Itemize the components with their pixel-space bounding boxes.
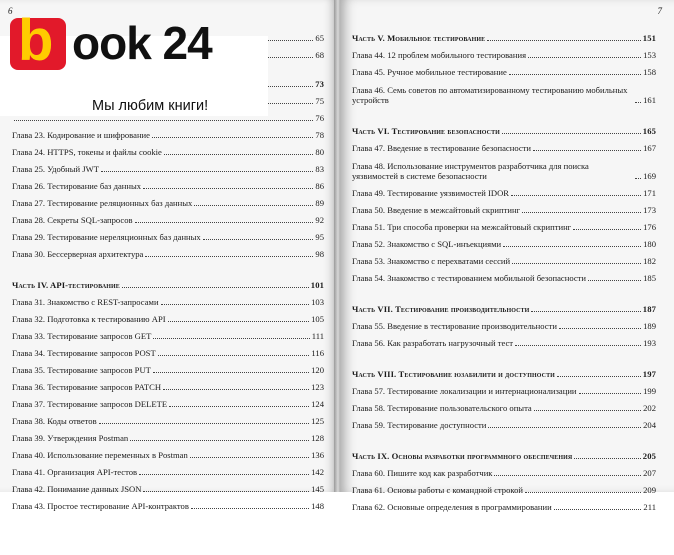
book-icon [10,8,66,73]
toc-chapter-row [12,290,324,307]
toc-chapter-row [352,495,656,512]
toc-chapter-row [12,324,324,341]
toc-chapter-row [352,153,656,181]
toc-chapter-row [352,60,656,77]
toc-entry-page: 136 [311,450,324,460]
toc-entry-page: 86 [315,181,324,191]
toc-entry-page: 89 [315,198,324,208]
toc-entry-page: 189 [643,321,656,331]
toc-chapter-row [352,478,656,495]
toc-leader-dots [143,491,309,492]
toc-part-row [12,273,324,290]
toc-leader-dots [130,440,309,441]
toc-leader-dots [515,345,641,346]
toc-entry-page: 204 [643,420,656,430]
toc-row-partial: 76 [12,106,324,123]
toc-leader-dots [635,102,641,103]
right-page [340,0,674,512]
toc-leader-dots [163,389,309,390]
toc-chapter-row [352,379,656,396]
toc-entry-page: 101 [310,280,324,290]
toc-leader-dots [522,212,641,213]
toc-chapter-row [12,358,324,375]
toc-entry-title: Глава 50. Введение в межсайтовый скриптинг [352,205,521,215]
toc-entry-title: Глава 61. Основы работы с командной строкой [352,485,524,495]
toc-entry-page: 185 [643,273,656,283]
toc-entry-title: Глава 36. Тестирование запросов PATCH [12,382,162,392]
right-toc [340,26,674,512]
toc-entry-page: 124 [311,399,324,409]
toc-entry-title: Глава 57. Тестирование локализации и интернационализации [352,386,577,396]
toc-entry-title: Глава 28. Секреты SQL-запросов [12,215,133,225]
toc-leader-dots [635,178,641,179]
toc-entry-page: 103 [311,297,324,307]
toc-chapter-row [12,477,324,494]
toc-entry-title: Глава 39. Утверждения Postman [12,433,129,443]
toc-chapter-row [12,174,324,191]
toc-leader-dots [153,372,309,373]
toc-leader-dots [512,263,641,264]
toc-entry-page: 176 [643,222,656,232]
toc-entry-page: 158 [643,67,656,77]
toc-chapter-row [352,314,656,331]
toc-entry-page: 95 [315,232,324,242]
toc-leader-dots [168,321,310,322]
toc-entry-page: 151 [642,33,656,43]
toc-leader-dots [169,406,309,407]
toc-part-row [352,297,656,314]
toc-leader-dots [164,154,314,155]
toc-entry-page: 171 [643,188,656,198]
toc-part-row [352,444,656,461]
toc-chapter-row [12,242,324,259]
toc-leader-dots [511,195,641,196]
logo-brand: ook 24 [72,17,212,69]
toc-entry-page: 211 [643,502,656,512]
toc-entry-page: 142 [311,467,324,477]
toc-entry-title: Глава 34. Тестирование запросов POST [12,348,156,358]
toc-chapter-row [352,43,656,60]
toc-chapter-row [12,494,324,511]
toc-entry-page: 83 [315,164,324,174]
toc-entry-page: 120 [311,365,324,375]
toc-entry-title: Глава 40. Использование переменных в Postman [12,450,188,460]
toc-leader-dots [573,229,641,230]
toc-entry-page: 173 [643,205,656,215]
toc-entry-title: Глава 30. Бессерверная архитектура [12,249,144,259]
toc-leader-dots [153,338,309,339]
toc-entry-page: 187 [642,304,656,314]
toc-leader-dots [101,171,313,172]
toc-entry-title: Глава 52. Знакомство с SQL-инъекциями [352,239,502,249]
toc-chapter-row [12,460,324,477]
toc-entry-page: 180 [643,239,656,249]
toc-leader-dots [190,457,309,458]
toc-chapter-row [12,208,324,225]
toc-chapter-row [352,396,656,413]
toc-part-row [352,26,656,43]
toc-entry-page: 197 [642,369,656,379]
toc-entry-title: Часть VII. Тестирование производительности [352,304,530,314]
toc-entry-title: Глава 45. Ручное мобильное тестирование [352,67,507,77]
toc-entry-page: 193 [643,338,656,348]
toc-entry-title: Глава 35. Тестирование запросов PUT [12,365,151,375]
toc-chapter-row [352,266,656,283]
toc-chapter-row [352,136,656,153]
toc-leader-dots [525,492,641,493]
toc-entry-title: Глава 46. Семь советов по автоматизированному тестированию мобильных устройств [352,85,628,105]
toc-leader-dots [557,376,641,377]
toc-chapter-row [12,409,324,426]
toc-leader-dots [534,410,641,411]
toc-entry-page: 145 [311,484,324,494]
toc-chapter-row [12,307,324,324]
toc-entry-title: Часть IV. API-тестирование [12,280,120,290]
toc-chapter-row [12,392,324,409]
toc-entry-title: Глава 44. 12 проблем мобильного тестирования [352,50,527,60]
toc-entry-page: 125 [311,416,324,426]
left-page-number: 6 [8,6,13,16]
toc-entry-title: Глава 31. Знакомство с REST-запросами [12,297,159,307]
toc-chapter-row [12,426,324,443]
toc-chapter-row [352,461,656,478]
toc-leader-dots [579,393,642,394]
toc-chapter-row [352,413,656,430]
toc-chapter-row [12,443,324,460]
toc-entry-page: 105 [311,314,324,324]
toc-entry-page: 167 [643,143,656,153]
toc-entry-title: Глава 43. Простое тестирование API-контрактов [12,501,189,511]
toc-chapter-row [352,249,656,266]
toc-row-partial: 65 [12,26,324,43]
toc-entry-page: 165 [642,126,656,136]
logo-slogan: Мы любим книги! [92,98,209,114]
toc-entry-page: 199 [643,386,656,396]
toc-entry-page: 202 [643,403,656,413]
toc-leader-dots [122,287,309,288]
toc-entry-page: 207 [643,468,656,478]
toc-chapter-row [352,215,656,232]
toc-leader-dots [554,509,642,510]
toc-chapter-row [352,232,656,249]
toc-entry-title: Часть IX. Основы разработки программного обеспечения [352,451,573,461]
toc-entry-page: 78 [315,130,324,140]
toc-entry-title: Часть VIII. Тестирование юзабилити и доступности [352,369,555,379]
toc-leader-dots [203,239,314,240]
toc-leader-dots [588,280,641,281]
toc-entry-title: Часть VI. Тестирование безопасности [352,126,500,136]
toc-leader-dots [559,328,641,329]
toc-leader-dots [502,133,641,134]
toc-leader-dots [152,137,313,138]
book24-logo [0,8,216,114]
toc-chapter-row [352,331,656,348]
toc-chapter-row [352,77,656,105]
toc-entry-page: 80 [315,147,324,157]
toc-chapter-row [12,225,324,242]
toc-entry-title: Глава 27. Тестирование реляционных баз данных [12,198,193,208]
toc-entry-title: Глава 60. Пишите код как разработчик [352,468,493,478]
toc-leader-dots [509,74,641,75]
toc-entry-title: Глава 24. HTTPS, токены и файлы cookie [12,147,162,157]
toc-entry-page: 169 [643,171,656,181]
toc-leader-dots [503,246,641,247]
toc-entry-page: 205 [642,451,656,461]
toc-chapter-row [12,375,324,392]
toc-entry-title: Глава 29. Тестирование нереляционных баз данных [12,232,201,242]
toc-chapter-row [12,123,324,140]
toc-entry-title: Глава 55. Введение в тестирование производительности [352,321,557,331]
toc-row-partial: 75 [12,89,324,106]
toc-leader-dots [158,355,310,356]
toc-chapter-row [12,140,324,157]
toc-entry-page: 161 [643,95,656,105]
toc-leader-dots [488,427,641,428]
toc-entry-title: Глава 37. Тестирование запросов DELETE [12,399,168,409]
toc-entry-title: Глава 26. Тестирование баз данных [12,181,142,191]
toc-entry-title: Глава 33. Тестирование запросов GET [12,331,152,341]
toc-entry-page: 123 [311,382,324,392]
toc-leader-dots [191,508,309,509]
toc-leader-dots [161,304,310,305]
toc-leader-dots [194,205,313,206]
toc-entry-title: Глава 48. Использование инструментов разработчика для поиска уязвимостей в системе безопасности [352,161,589,181]
toc-part-row [352,119,656,136]
toc-entry-title: Глава 32. Подготовка к тестированию API [12,314,166,324]
toc-entry-title: Глава 51. Три способа проверки на межсайтовый скриптинг [352,222,572,232]
toc-entry-page: 209 [643,485,656,495]
toc-leader-dots [139,474,309,475]
toc-entry-title: Глава 54. Знакомство с тестированием мобильной безопасности [352,273,587,283]
toc-entry-page: 153 [643,50,656,60]
toc-entry-page: 148 [311,501,324,511]
toc-leader-dots [145,256,313,257]
toc-chapter-row [352,198,656,215]
toc-leader-dots [531,311,640,312]
toc-entry-page: 182 [643,256,656,266]
toc-entry-page: 116 [311,348,324,358]
toc-entry-title: Глава 25. Удобный JWT [12,164,99,174]
toc-leader-dots [533,150,641,151]
toc-entry-title: Часть V. Мобильное тестирование [352,33,486,43]
toc-entry-title: Глава 38. Коды ответов [12,416,97,426]
toc-row-partial: 68 [12,43,324,60]
toc-entry-title: Глава 49. Тестирование уязвимостей IDOR [352,188,510,198]
toc-row-partial: 73 [12,72,324,89]
logo-mark: b [18,8,54,73]
toc-entry-title: Глава 41. Организация API-тестов [12,467,138,477]
toc-leader-dots [135,222,314,223]
toc-entry-page: 98 [315,249,324,259]
toc-leader-dots [574,458,640,459]
toc-entry-title: Глава 59. Тестирование доступности [352,420,487,430]
toc-entry-page: 111 [311,331,324,341]
toc-entry-page: 92 [315,215,324,225]
right-page-number: 7 [657,6,662,16]
toc-chapter-row [352,181,656,198]
toc-part-row [352,362,656,379]
toc-entry-title: Глава 58. Тестирование пользовательского опыта [352,403,532,413]
toc-leader-dots [99,423,309,424]
toc-entry-title: Глава 56. Как разработать нагрузочный тест [352,338,514,348]
toc-entry-title: Глава 23. Кодирование и шифрование [12,130,150,140]
toc-entry-title: Глава 62. Основные определения в программировании [352,502,552,512]
toc-chapter-row [12,157,324,174]
toc-entry-title: Глава 47. Введение в тестирование безопасности [352,143,532,153]
toc-leader-dots [528,57,641,58]
toc-leader-dots [494,475,641,476]
toc-leader-dots [487,40,641,41]
toc-chapter-row [12,341,324,358]
toc-chapter-row [12,191,324,208]
toc-entry-title: Глава 42. Понимание данных JSON [12,484,142,494]
toc-leader-dots [143,188,313,189]
toc-entry-page: 128 [311,433,324,443]
toc-entry-title: Глава 53. Знакомство с перехватами сессий [352,256,511,266]
